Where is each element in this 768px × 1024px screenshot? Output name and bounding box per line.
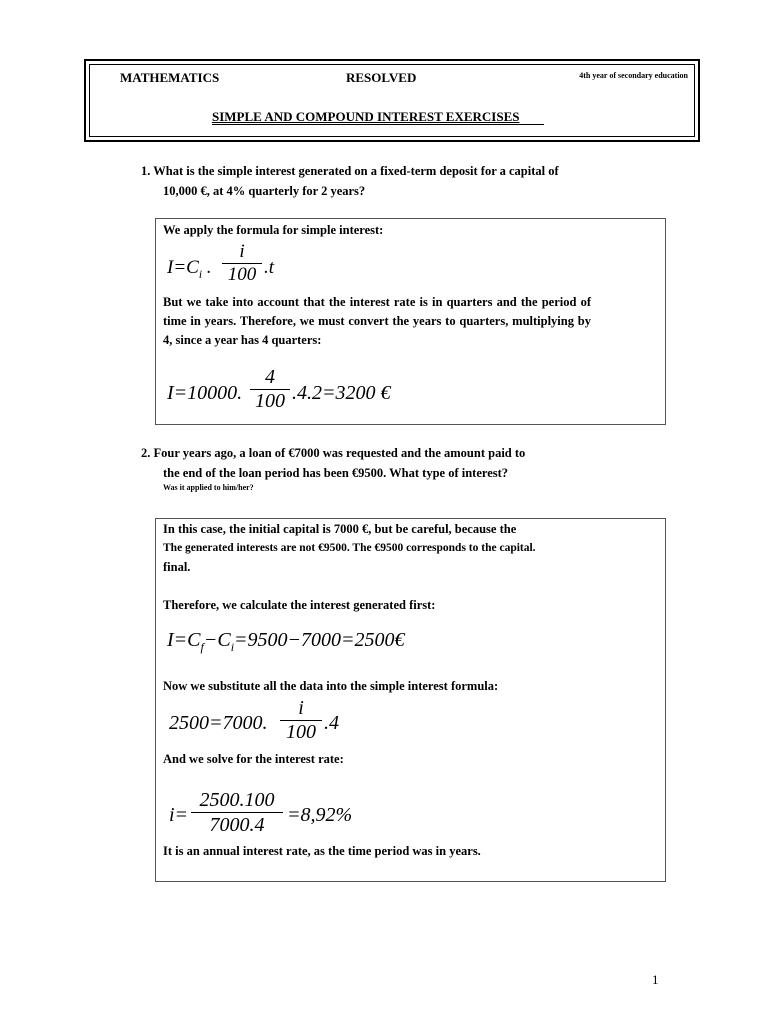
question-2 bbox=[141, 443, 525, 493]
eq3-fraction bbox=[191, 788, 283, 837]
question-1-line-1: 1. What is the simple interest generated on a fixed-term deposit for a capital of bbox=[141, 164, 559, 178]
answer-1-intro: We apply the formula for simple interest: bbox=[163, 223, 384, 237]
eq2-lhs: 2500=7000. bbox=[169, 712, 268, 734]
answer-2-para-2: Therefore, we calculate the interest generated first: bbox=[163, 598, 436, 612]
formula-tail: .t bbox=[264, 257, 275, 278]
calc-denominator: 100 bbox=[255, 390, 285, 412]
eq3-numerator: 2500.100 bbox=[199, 789, 275, 811]
eq1-sub-a: f bbox=[200, 640, 204, 654]
eq1-part-c: =9500−7000=2500€ bbox=[234, 629, 405, 651]
answer-2-para-1-line-2: The generated interests are not €9500. The €9500 corresponds to the capital. bbox=[163, 542, 536, 554]
eq3-denominator: 7000.4 bbox=[209, 814, 265, 836]
page-title: SIMPLE AND COMPOUND INTEREST EXERCISES bbox=[212, 109, 544, 125]
formula-dot: . bbox=[202, 257, 212, 278]
question-2-line-1: 2. Four years ago, a loan of €7000 was requested and the amount paid to bbox=[141, 446, 526, 460]
eq2-fraction bbox=[280, 697, 322, 744]
formula-fraction bbox=[222, 241, 262, 286]
answer-2-para-3: Now we substitute all the data into the simple interest formula: bbox=[163, 679, 499, 693]
question-2-line-2: the end of the loan period has been €9500. What type of interest? bbox=[163, 466, 509, 480]
subject-label: MATHEMATICS bbox=[120, 70, 220, 85]
header-box bbox=[84, 59, 700, 142]
formula-subscript: i bbox=[198, 268, 202, 281]
formula-numerator: i bbox=[239, 241, 245, 262]
answer-2-para-1-line-3: final. bbox=[163, 560, 191, 574]
answer-box-1 bbox=[155, 218, 666, 425]
formula-denominator: 100 bbox=[227, 264, 257, 285]
eq3-tail: =8,92% bbox=[287, 804, 353, 826]
question-1-line-2: 10,000 €, at 4% quarterly for 2 years? bbox=[163, 184, 366, 198]
answer-box-2 bbox=[155, 518, 666, 882]
answer-2-para-1-line-1: In this case, the initial capital is 7000 €, but be careful, because the bbox=[163, 522, 517, 536]
equation-interest-difference bbox=[167, 629, 405, 655]
formula-lhs: I=C bbox=[167, 257, 199, 278]
eq1-part-b: −C bbox=[203, 629, 231, 651]
grade-label: 4th year of secondary education bbox=[579, 71, 688, 80]
calc-numerator: 4 bbox=[265, 366, 275, 388]
calc-fraction bbox=[250, 366, 290, 413]
answer-2-para-1 bbox=[163, 520, 536, 577]
eq3-lhs: i= bbox=[169, 804, 189, 826]
eq1-part-a: I=C bbox=[167, 629, 201, 651]
eq2-numerator: i bbox=[298, 697, 304, 719]
calc-tail: .4.2=3200 € bbox=[292, 382, 391, 404]
answer-1-explanation: But we take into account that the interest rate is in quarters and the period of time in years. Therefore, we must convert the years to quarters, multiplying by 4, since a year has 4 quarters: bbox=[163, 295, 591, 347]
question-1 bbox=[141, 161, 559, 201]
header-inner-border bbox=[89, 64, 695, 137]
question-2-note: Was it applied to him/her? bbox=[163, 483, 254, 492]
formula-simple-interest bbox=[167, 257, 212, 281]
eq1-sub-b: i bbox=[230, 640, 235, 654]
status-label: RESOLVED bbox=[346, 70, 417, 85]
answer-2-para-5: It is an annual interest rate, as the time period was in years. bbox=[163, 844, 481, 858]
calc-lhs: I=10000. bbox=[167, 382, 243, 404]
answer-2-para-4: And we solve for the interest rate: bbox=[163, 752, 344, 766]
eq2-tail: .4 bbox=[324, 712, 339, 734]
page-number: 1 bbox=[652, 972, 659, 987]
eq2-denominator: 100 bbox=[286, 721, 316, 743]
